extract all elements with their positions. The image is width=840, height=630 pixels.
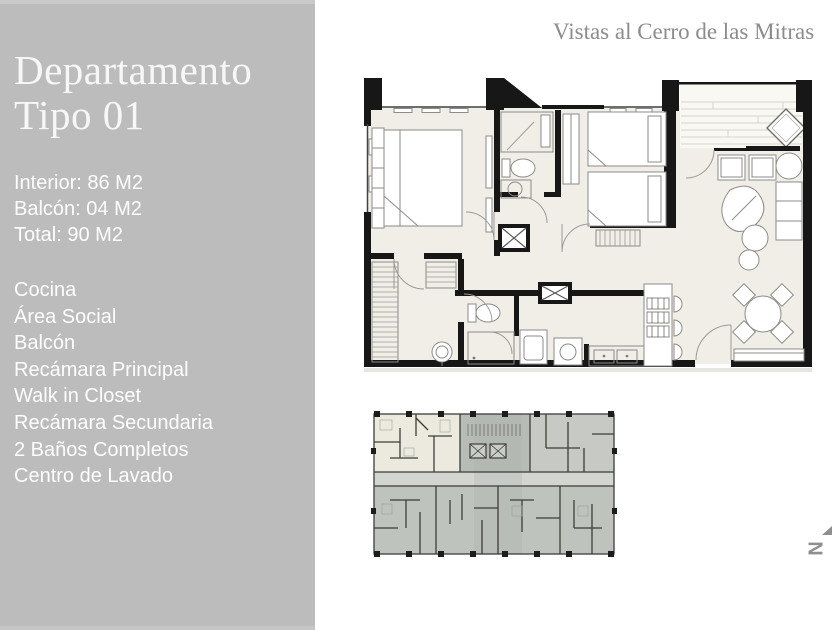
kitchen-island bbox=[644, 284, 672, 366]
armchair-2 bbox=[749, 155, 776, 180]
area-balcony: Balcón: 04 M2 bbox=[14, 198, 142, 220]
area-interior: Interior: 86 M2 bbox=[14, 172, 143, 194]
entry-bench bbox=[734, 349, 804, 361]
feature-item: Centro de Lavado bbox=[14, 465, 174, 488]
apartment-floor-plan bbox=[358, 64, 820, 380]
area-stats bbox=[14, 170, 143, 248]
north-triangle-icon bbox=[822, 526, 832, 535]
ottoman-1 bbox=[742, 225, 768, 251]
dryer bbox=[554, 338, 582, 365]
feature-item: Walk in Closet bbox=[14, 385, 142, 408]
feature-list bbox=[14, 277, 213, 490]
feature-item: Área Social bbox=[14, 305, 117, 328]
master-bed bbox=[384, 130, 462, 226]
page-title bbox=[14, 48, 252, 138]
north-letter: N bbox=[803, 541, 826, 556]
tv-console bbox=[486, 136, 492, 188]
view-heading: Vistas al Cerro de las Mitras bbox=[553, 19, 815, 44]
sofa bbox=[776, 182, 802, 240]
toilet-1 bbox=[511, 159, 535, 177]
floor-plan-svg bbox=[358, 64, 820, 380]
highlighted-unit bbox=[374, 414, 460, 472]
feature-item: Recámara Secundaria bbox=[14, 411, 213, 434]
page-title-line2: Tipo 01 bbox=[14, 92, 145, 138]
north-arrow-icon bbox=[804, 524, 834, 564]
page-title-line1: Departamento bbox=[14, 47, 253, 93]
twin-bed-1 bbox=[588, 112, 666, 166]
side-table bbox=[776, 153, 802, 179]
armchair-1 bbox=[718, 155, 745, 180]
vanity-sink bbox=[432, 342, 452, 362]
keyplan-fills bbox=[374, 414, 614, 554]
ottoman-2 bbox=[739, 250, 759, 270]
feature-item: 2 Baños Completos bbox=[14, 438, 189, 461]
sidebar bbox=[0, 0, 315, 630]
key-plan-svg bbox=[370, 408, 618, 560]
feature-item: Recámara Principal bbox=[14, 358, 189, 381]
headboard-shelf bbox=[372, 128, 384, 228]
feature-item: Cocina bbox=[14, 279, 77, 301]
area-total: Total: 90 M2 bbox=[14, 224, 123, 246]
twin-bed-2 bbox=[588, 172, 666, 226]
bar-stools bbox=[674, 296, 682, 360]
plan-shadow bbox=[364, 368, 812, 372]
building-key-plan bbox=[370, 408, 618, 560]
feature-item: Balcón bbox=[14, 332, 76, 355]
